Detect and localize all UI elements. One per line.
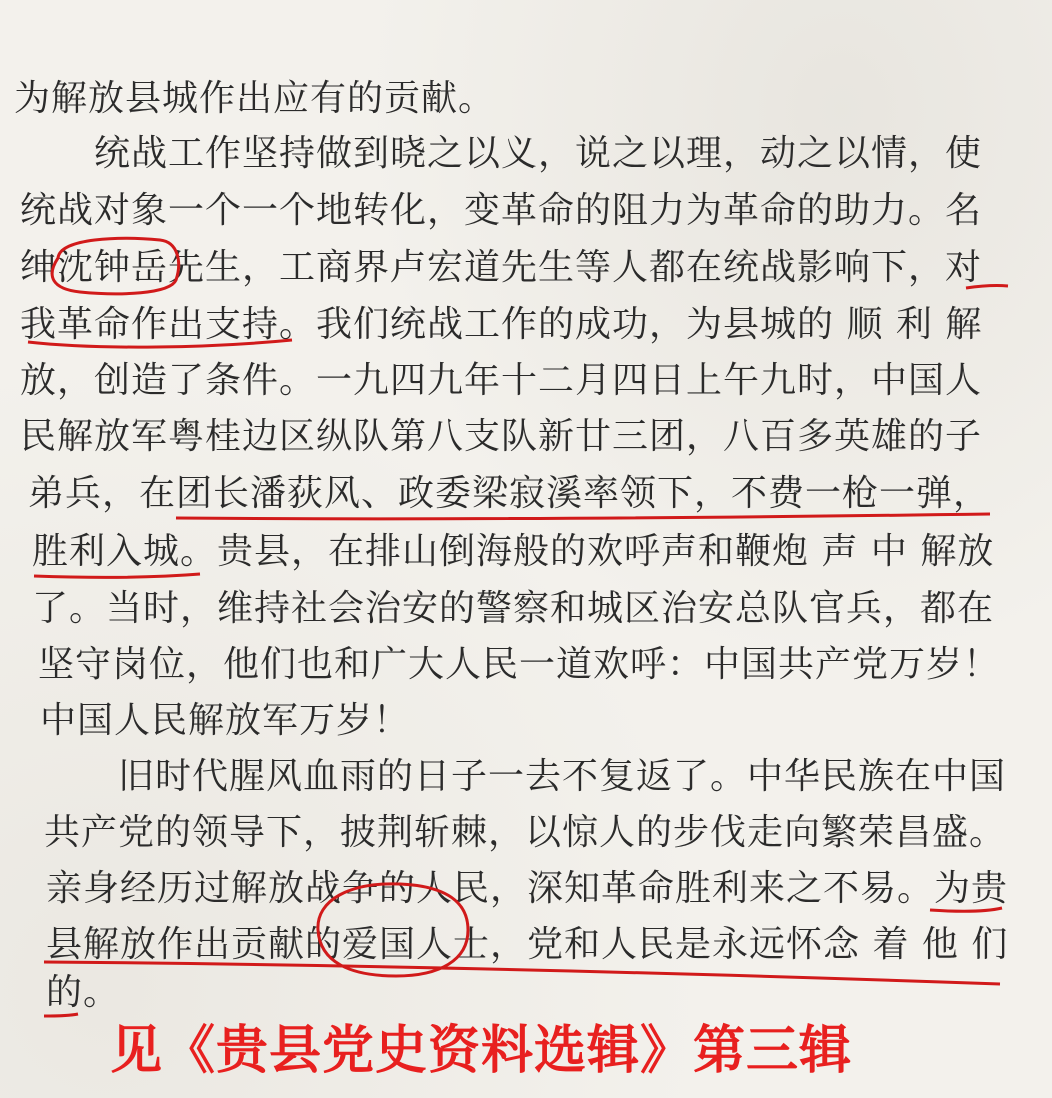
- text-line: 坚守岗位，他们也和广大人民一道欢呼：中国共产党万岁！: [38, 644, 1001, 685]
- text-line: 绅沈钟岳先生，工商界卢宏道先生等人都在统战影响下，对: [20, 247, 983, 288]
- text-line: 胜利入城。贵县，在排山倒海般的欢呼声和鞭炮 声 中 解放: [32, 531, 995, 572]
- text-line: 统战对象一个一个地转化，变革命的阻力为革命的助力。名: [20, 190, 983, 231]
- text-line: 共产党的领导下，披荆斩棘，以惊人的步伐走向繁荣昌盛。: [44, 812, 1007, 853]
- source-note: 见《贵县党史资料选辑》第三辑: [110, 1021, 853, 1081]
- text-line: 弟兵，在团长潘荻风、政委梁寂溪率领下，不费一枪一弹，: [28, 473, 991, 514]
- text-line: 了。当时，维持社会治安的警察和城区治安总队官兵，都在: [32, 588, 995, 629]
- text-line: 旧时代腥风血雨的日子一去不复返了。中华民族在中国: [44, 756, 1007, 797]
- text-line: 县解放作出贡献的爱国人士，党和人民是永远怀念 着 他 们: [46, 924, 1009, 965]
- text-line: 中国人民解放军万岁！: [40, 700, 411, 741]
- text-line: 放，创造了条件。一九四九年十二月四日上午九时，中国人: [20, 360, 983, 401]
- text-line: 为解放县城作出应有的贡献。: [14, 78, 496, 119]
- text-line: 的。: [46, 972, 121, 1013]
- text-line: 民解放军粤桂边区纵队第八支队新廿三团，八百多英雄的子: [20, 416, 983, 457]
- text-line: 统战工作坚持做到晓之以义，说之以理，动之以情，使: [20, 133, 983, 174]
- text-line: 我革命作出支持。我们统战工作的成功，为县城的 顺 利 解: [20, 304, 983, 345]
- text-line: 亲身经历过解放战争的人民，深知革命胜利来之不易。为贵: [46, 868, 1009, 909]
